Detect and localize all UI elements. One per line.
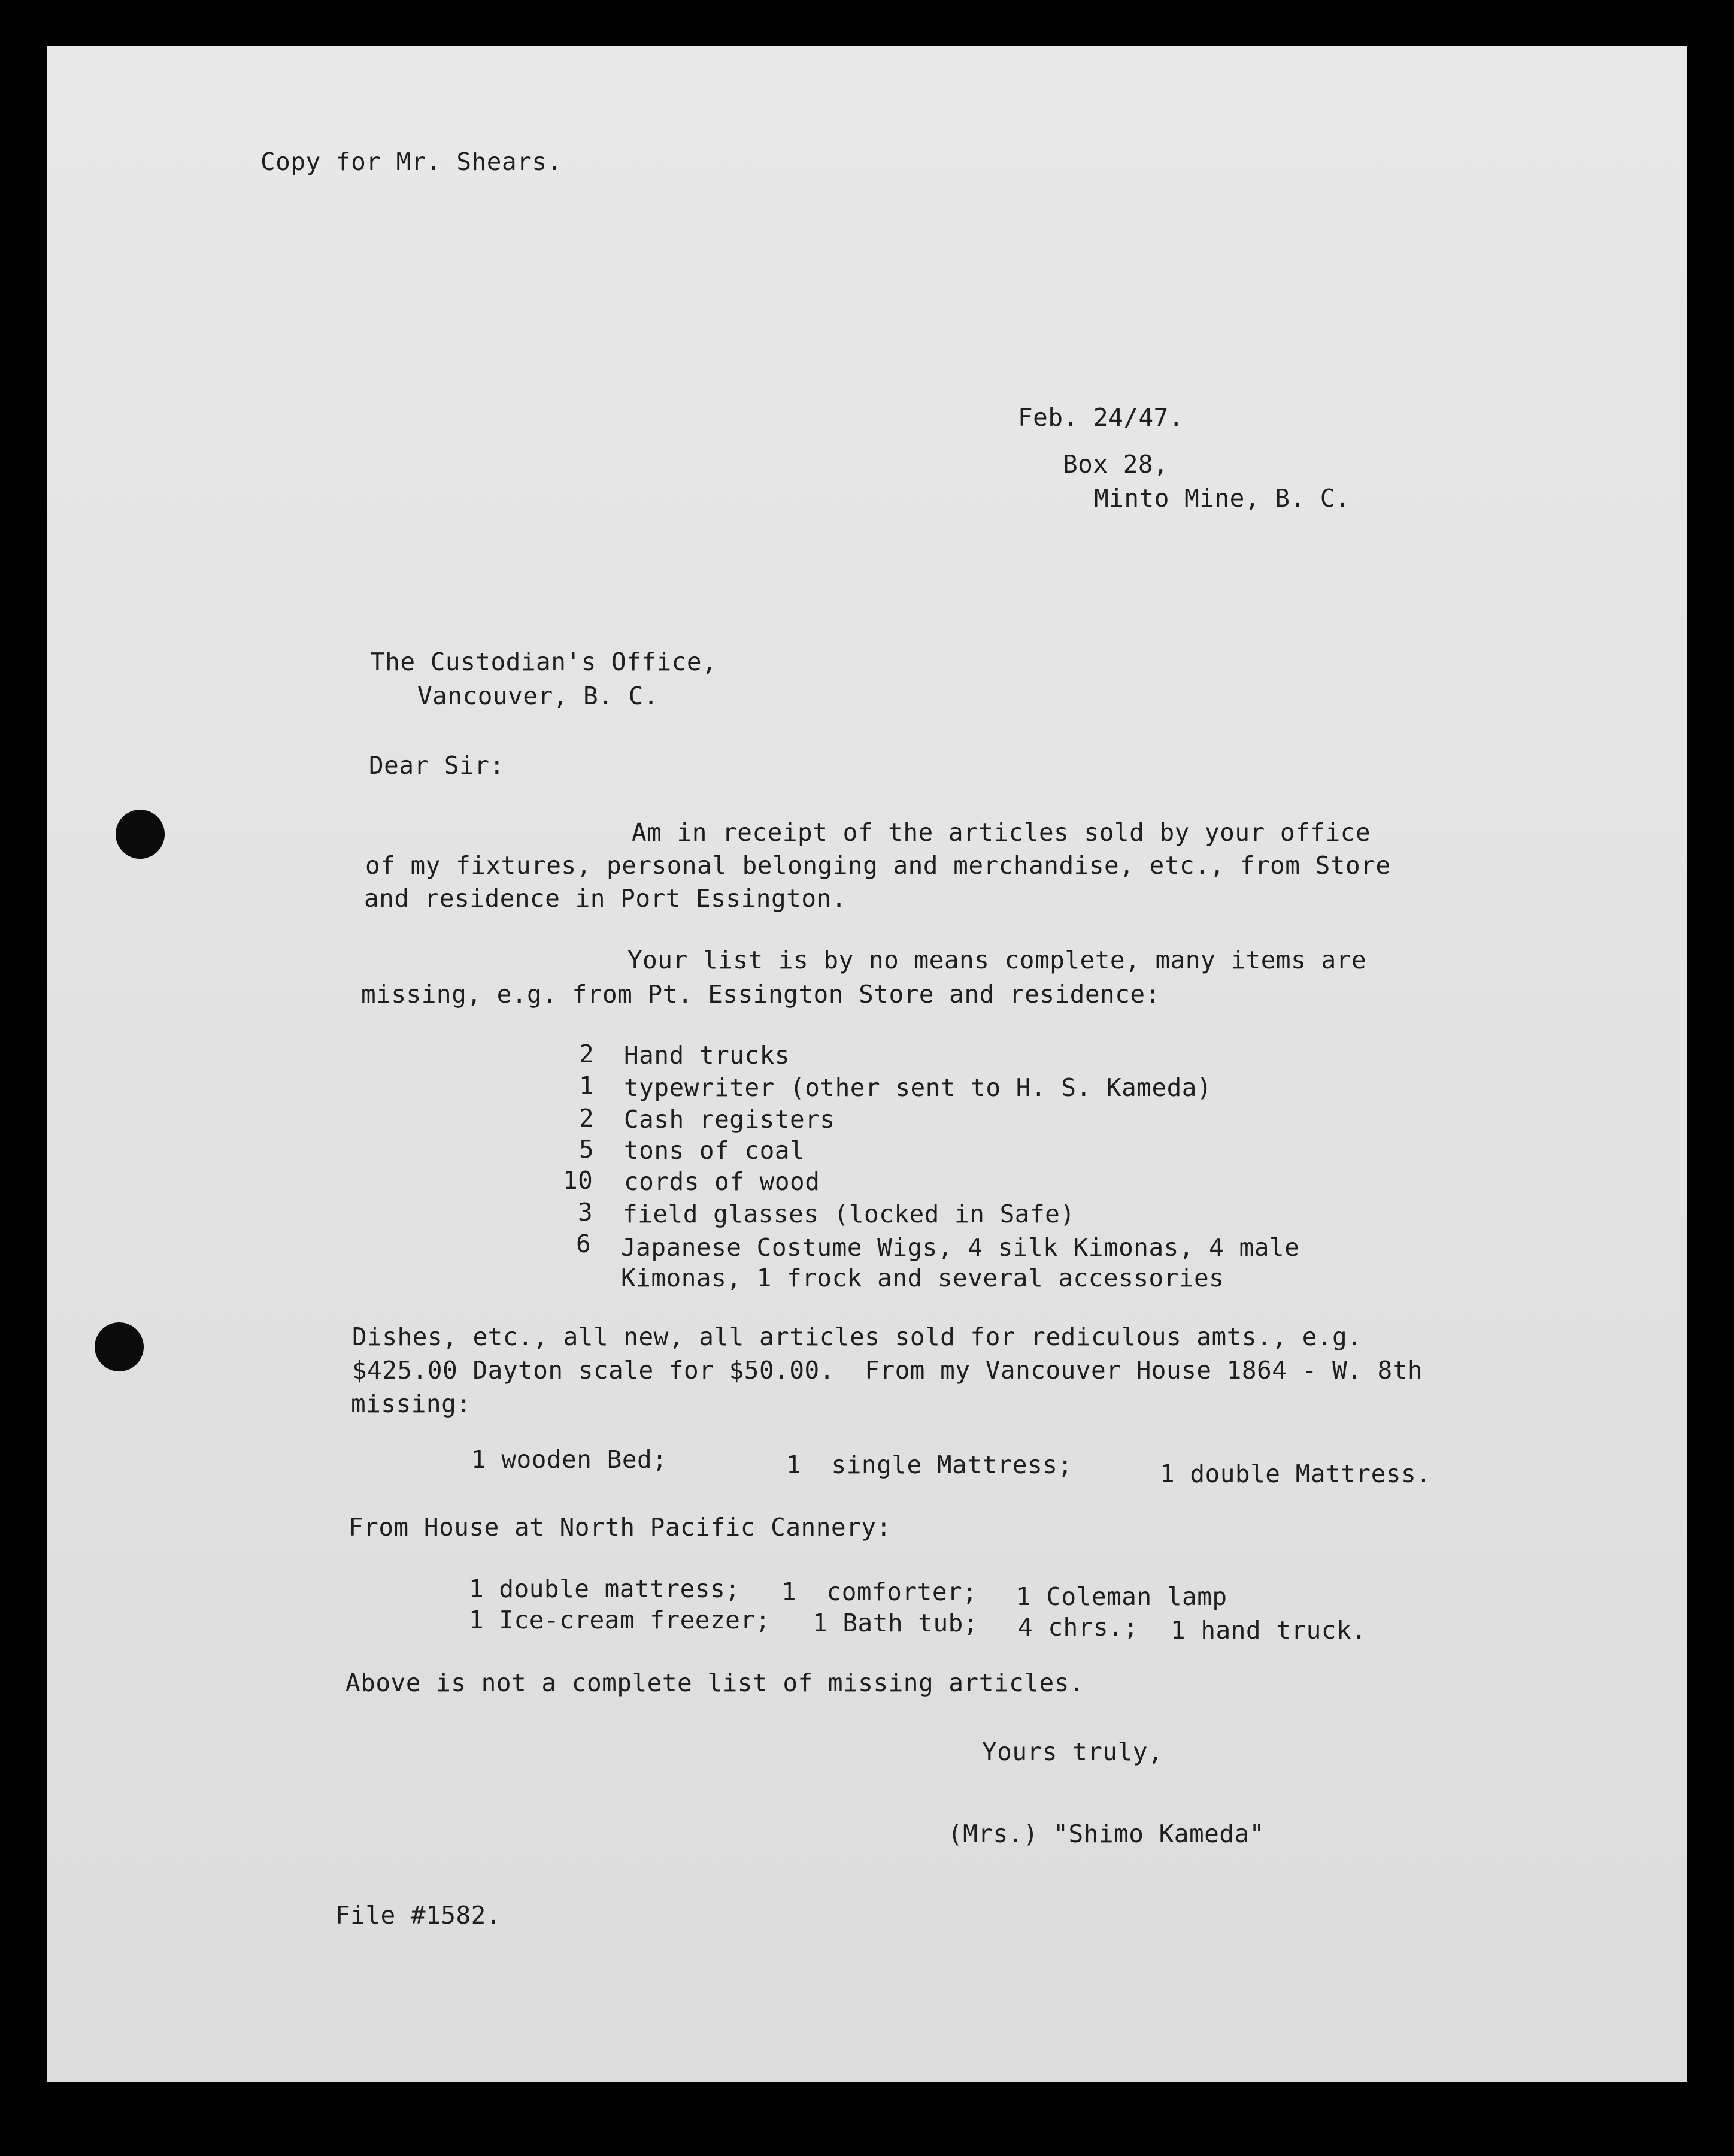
item-desc: tons of coal: [624, 1136, 805, 1165]
cannery-item: 1 comforter;: [781, 1577, 978, 1606]
item-desc: Japanese Costume Wigs, 4 silk Kimonas, 4 male: [621, 1233, 1300, 1262]
vancouver-item: 1 single Mattress;: [786, 1451, 1073, 1479]
sender-address-line-2: Minto Mine, B. C.: [1094, 484, 1351, 513]
punch-hole-bottom: [95, 1322, 144, 1371]
signature: (Mrs.) "Shimo Kameda": [948, 1819, 1265, 1848]
letter-sheet: [47, 46, 1687, 2082]
item-qty: 6: [576, 1230, 592, 1258]
letter-date: Feb. 24/47.: [1018, 403, 1184, 432]
para2-line-2: missing, e.g. from Pt. Essington Store and residence:: [361, 980, 1160, 1009]
para3-line-2: $425.00 Dayton scale for $50.00. From my Vancouver House 1864 - W. 8th: [352, 1356, 1423, 1385]
para2-line-1: Your list is by no means complete, many items are: [627, 946, 1367, 974]
item-desc-continuation: Kimonas, 1 frock and several accessories: [621, 1264, 1224, 1292]
recipient-line-2: Vancouver, B. C.: [417, 682, 659, 710]
item-qty: 3: [578, 1198, 593, 1227]
item-qty: 10: [563, 1166, 593, 1195]
vancouver-item: 1 wooden Bed;: [471, 1445, 668, 1474]
salutation: Dear Sir:: [369, 751, 505, 780]
item-desc: typewriter (other sent to H. S. Kameda): [624, 1073, 1212, 1102]
cannery-item: 1 Bath tub;: [813, 1609, 979, 1637]
para1-line-3: and residence in Port Essington.: [364, 884, 847, 913]
para1-line-1: Am in receipt of the articles sold by your office: [632, 818, 1371, 847]
closing-note: Above is not a complete list of missing articles.: [345, 1669, 1085, 1697]
cannery-item: 1 Ice-cream freezer;: [469, 1606, 771, 1634]
item-desc: field glasses (locked in Safe): [623, 1200, 1075, 1228]
file-reference: File #1582.: [335, 1901, 502, 1930]
cannery-item: 1 Coleman lamp: [1016, 1582, 1227, 1611]
item-qty: 5: [579, 1135, 595, 1164]
cannery-item: 1 hand truck.: [1171, 1616, 1367, 1645]
vancouver-item: 1 double Mattress.: [1160, 1459, 1432, 1488]
item-desc: cords of wood: [624, 1167, 820, 1196]
item-qty: 2: [579, 1104, 595, 1132]
cannery-item: 1 double mattress;: [469, 1574, 741, 1603]
para3-line-3: missing:: [351, 1389, 472, 1418]
cannery-item: 4 chrs.;: [1018, 1613, 1139, 1642]
para1-line-2: of my fixtures, personal belonging and merchandise, etc., from Store: [365, 851, 1391, 880]
item-qty: 1: [579, 1071, 595, 1100]
closing: Yours truly,: [982, 1737, 1163, 1766]
copy-note: Copy for Mr. Shears.: [260, 147, 562, 176]
recipient-line-1: The Custodian's Office,: [370, 647, 717, 676]
punch-hole-top: [116, 810, 165, 859]
item-desc: Hand trucks: [624, 1041, 790, 1070]
cannery-heading: From House at North Pacific Cannery:: [348, 1513, 892, 1542]
sender-address-line-1: Box 28,: [1063, 450, 1169, 479]
item-qty: 2: [579, 1040, 595, 1068]
para3-line-1: Dishes, etc., all new, all articles sold for rediculous amts., e.g.: [352, 1322, 1363, 1351]
item-desc: Cash registers: [624, 1105, 835, 1134]
